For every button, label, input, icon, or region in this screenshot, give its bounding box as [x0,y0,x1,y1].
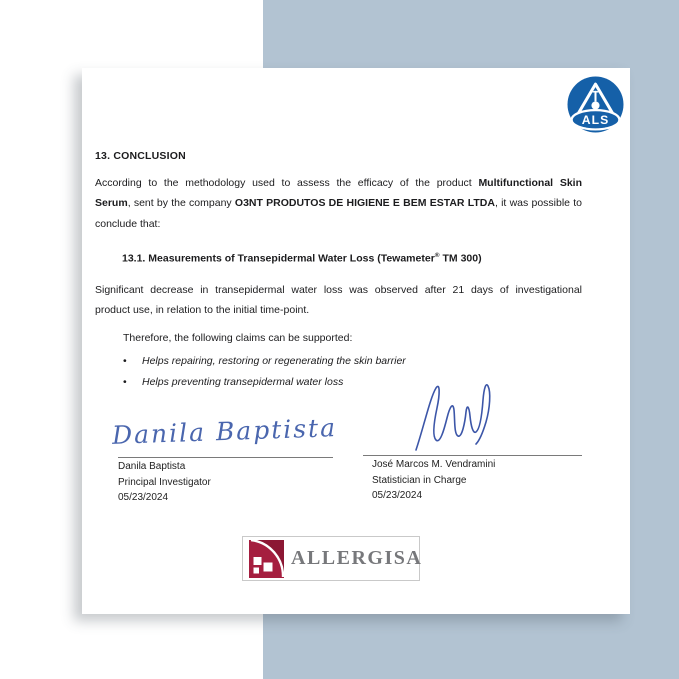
report-page [82,68,630,614]
signatory-name: Danila Baptista [118,461,186,472]
claim-item [123,351,563,372]
als-logo-label: ALS [581,113,610,128]
intro-line-2: Serum, sent by the company O3NT PRODUTOS DE HIGIENE E BEM ESTAR LTDA, it was possible to [95,197,582,210]
claims-intro: Therefore, the following claims can be supported: [123,332,353,344]
als-flask-icon [591,101,599,109]
section-heading: 13. CONCLUSION [95,150,186,162]
allergisa-logo [242,536,423,581]
signatory-left [118,459,211,506]
intro-paragraph [95,173,582,234]
claim-text: Helps repairing, restoring or regenerating the skin barrier [142,355,406,367]
signatory-role: Principal Investigator [118,476,211,488]
signatory-role: Statistician in Charge [372,474,467,486]
subsection-heading: 13.1. Measurements of Transepidermal Water Loss (Tewameter® TM 300) [122,252,482,265]
intro-line-3: conclude that: [95,217,161,230]
result-line-2: product use, in relation to the initial time-point. [95,304,310,317]
bullet-icon: • [123,375,127,388]
signatory-date: 05/23/2024 [118,492,169,504]
allergisa-logo-icon [249,540,284,578]
bullet-icon: • [123,355,127,367]
claim-text: Helps preventing transepidermal water loss [142,375,344,388]
signatory-name: José Marcos M. Vendramini [372,459,496,470]
signature-line-right [363,455,582,456]
intro-line-1: According to the methodology used to assess the efficacy of the product Multifunctional Skin [95,177,582,189]
signatory-date: 05/23/2024 [372,490,423,502]
result-paragraph [95,280,582,321]
claim-item [123,372,563,393]
result-line-1: Significant decrease in transepidermal water loss was observed after 21 days of investigational [95,284,582,296]
registered-mark: ® [434,252,440,259]
signature-line-left [118,457,333,458]
signature-handwriting-left: Danila Baptista [111,413,338,450]
allergisa-logo-label: ALLERGISA [291,547,423,569]
signature-scribble-icon [410,378,495,458]
als-logo-icon [567,76,624,133]
claims-list [123,351,563,392]
signatory-right [372,457,495,504]
